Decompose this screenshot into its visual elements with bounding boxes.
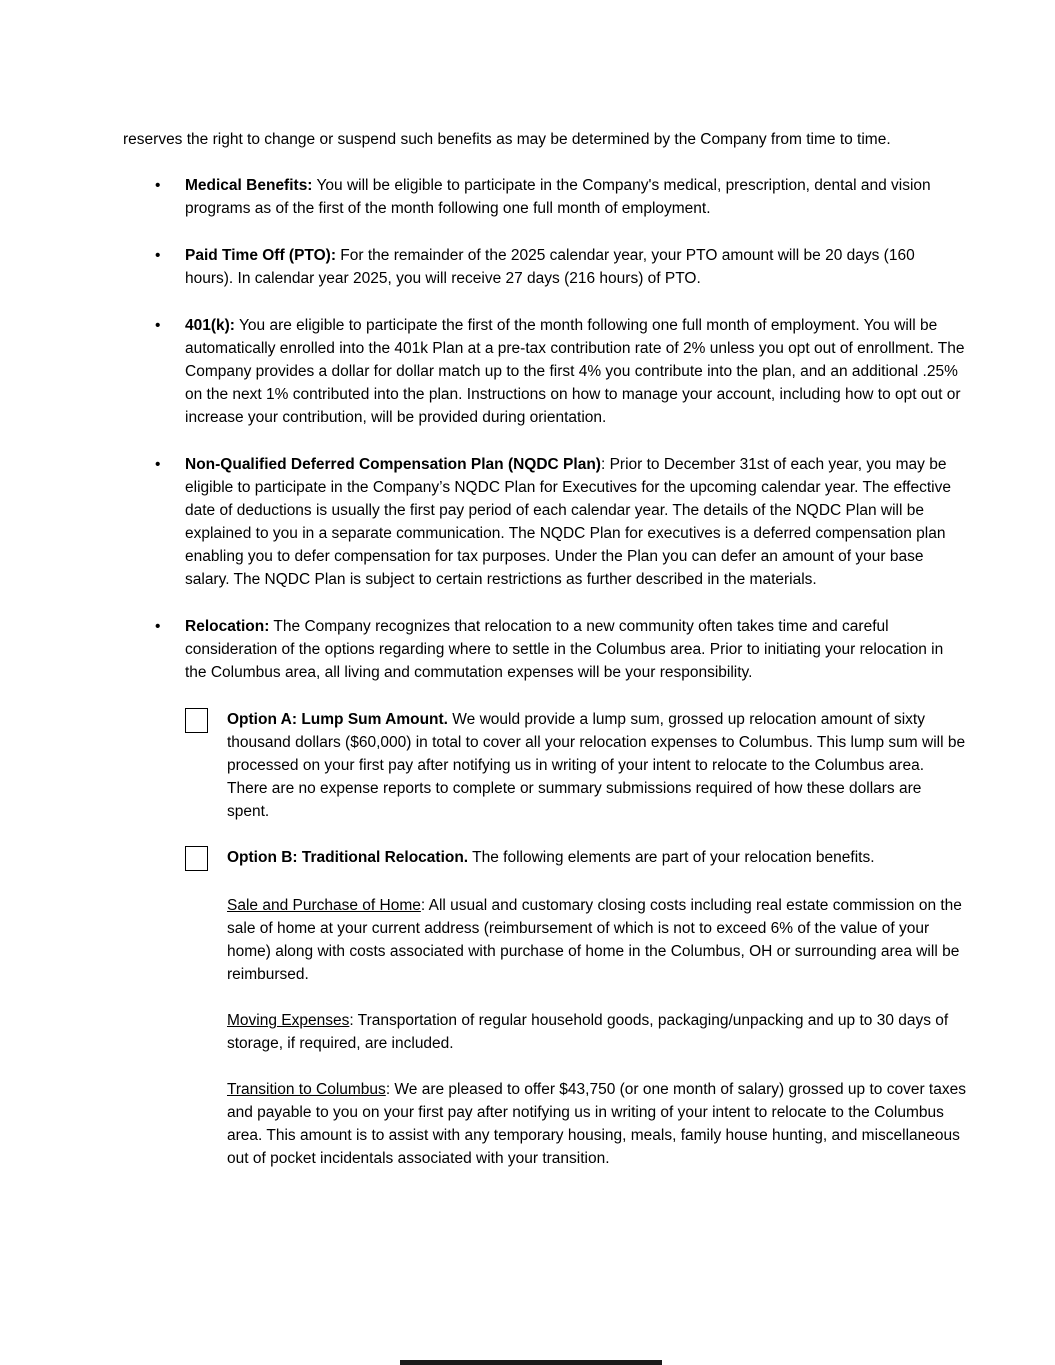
benefit-item-relocation	[155, 615, 967, 684]
bullet-icon: •	[155, 177, 161, 194]
benefit-label: Medical Benefits:	[185, 177, 313, 194]
benefit-body: : Prior to December 31st of each year, you may be eligible to participate in the Company’s NQDC Plan for Executives for the upcoming calendar year. The effective date of deductions is usually the first pay period of each calendar year. The details of the NQDC Plan will be explained to you in a separate communication. The NQDC Plan for executives is a deferred compensation plan enabling you to defer compensation for tax purposes. Under the Plan you can defer an amount of your base salary. The NQDC Plan is subject to certain restrictions as further described in the materials.	[185, 456, 951, 588]
detail-body: : Transportation of regular household goods, packaging/unpacking and up to 30 days of storage, if required, are included.	[227, 1012, 949, 1052]
option-label: Option A: Lump Sum Amount.	[227, 711, 448, 728]
relocation-options	[123, 708, 967, 871]
detail-moving-expenses	[227, 1009, 967, 1055]
detail-title: Sale and Purchase of Home	[227, 897, 421, 914]
option-b-checkbox[interactable]	[185, 846, 208, 871]
benefit-item-401k	[155, 314, 967, 429]
bullet-icon: •	[155, 456, 161, 473]
benefit-body: You will be eligible to participate in the Company's medical, prescription, dental and vision programs as of the first of the month following one full month of employment.	[185, 177, 931, 217]
benefit-body: The Company recognizes that relocation to a new community often takes time and careful consideration of the options regarding where to settle in the Columbus area. Prior to initiating your relocation in the Columbus area, all living and commutation expenses will be your responsibility.	[185, 618, 944, 681]
detail-body: : All usual and customary closing costs including real estate commission on the sale of home at your current address (reimbursement of which is not to exceed 6% of the value of your home) along with costs associated with purchase of home in the Columbus, OH or surrounding area will be reimbursed.	[227, 897, 962, 983]
benefit-label: 401(k):	[185, 317, 235, 334]
benefits-list	[123, 174, 967, 684]
benefit-body: You are eligible to participate the first of the month following one full month of employment. You will be automatically enrolled into the 401k Plan at a pre-tax contribution rate of 2% unless you opt out of enrollment. The Company provides a dollar for dollar match up to the first 4% you contribute into the plan, and an additional .25% on the next 1% contributed into the plan. Instructions on how to manage your account, including how to opt out or increase your contribution, will be provided during orientation.	[185, 317, 965, 426]
detail-transition-to-columbus	[227, 1078, 967, 1170]
option-body: We would provide a lump sum, grossed up relocation amount of sixty thousand dollars ($60,000) in total to cover all your relocation expenses to Columbus. This lump sum will be processed on your first pay after notifying us in writing of your intent to relocate to the Columbus area. There are no expense reports to complete or summary submissions required of how these dollars are spent.	[227, 711, 966, 820]
bullet-icon: •	[155, 618, 161, 635]
benefit-body: For the remainder of the 2025 calendar year, your PTO amount will be 20 days (160 hours). In calendar year 2025, you will receive 27 days (216 hours) of PTO.	[185, 247, 915, 287]
option-a-text	[227, 708, 967, 823]
page-bottom-edge-artifact	[400, 1360, 662, 1365]
detail-title: Moving Expenses	[227, 1012, 350, 1029]
benefit-text	[185, 615, 967, 684]
bullet-icon: •	[155, 317, 161, 334]
benefit-item-nqdc	[155, 453, 967, 591]
detail-body: : We are pleased to offer $43,750 (or one month of salary) grossed up to cover taxes and payable to you on your first pay after notifying us in writing of your intent to relocate to the Columbus area. This amount is to assist with any temporary housing, meals, family house hunting, and miscellaneous out of pocket incidentals associated with your transition.	[227, 1081, 966, 1167]
benefit-text	[185, 244, 967, 290]
relocation-detail-sections	[123, 894, 967, 1170]
benefit-label: Paid Time Off (PTO):	[185, 247, 336, 264]
option-b-row	[185, 846, 967, 871]
benefit-text	[185, 314, 967, 429]
benefit-label: Non-Qualified Deferred Compensation Plan (NQDC Plan)	[185, 456, 601, 473]
detail-sale-and-purchase	[227, 894, 967, 986]
detail-title: Transition to Columbus	[227, 1081, 386, 1098]
benefit-label: Relocation:	[185, 618, 270, 635]
option-label: Option B: Traditional Relocation.	[227, 849, 469, 866]
benefit-text	[185, 174, 967, 220]
option-body: The following elements are part of your relocation benefits.	[468, 849, 875, 866]
benefit-text	[185, 453, 967, 591]
option-b-text	[227, 846, 967, 871]
bullet-icon: •	[155, 247, 161, 264]
option-a-checkbox[interactable]	[185, 708, 208, 733]
benefit-item-pto	[155, 244, 967, 290]
intro-paragraph: reserves the right to change or suspend such benefits as may be determined by the Company from time to time.	[123, 131, 891, 148]
option-a-row	[185, 708, 967, 823]
benefit-item-medical	[155, 174, 967, 220]
